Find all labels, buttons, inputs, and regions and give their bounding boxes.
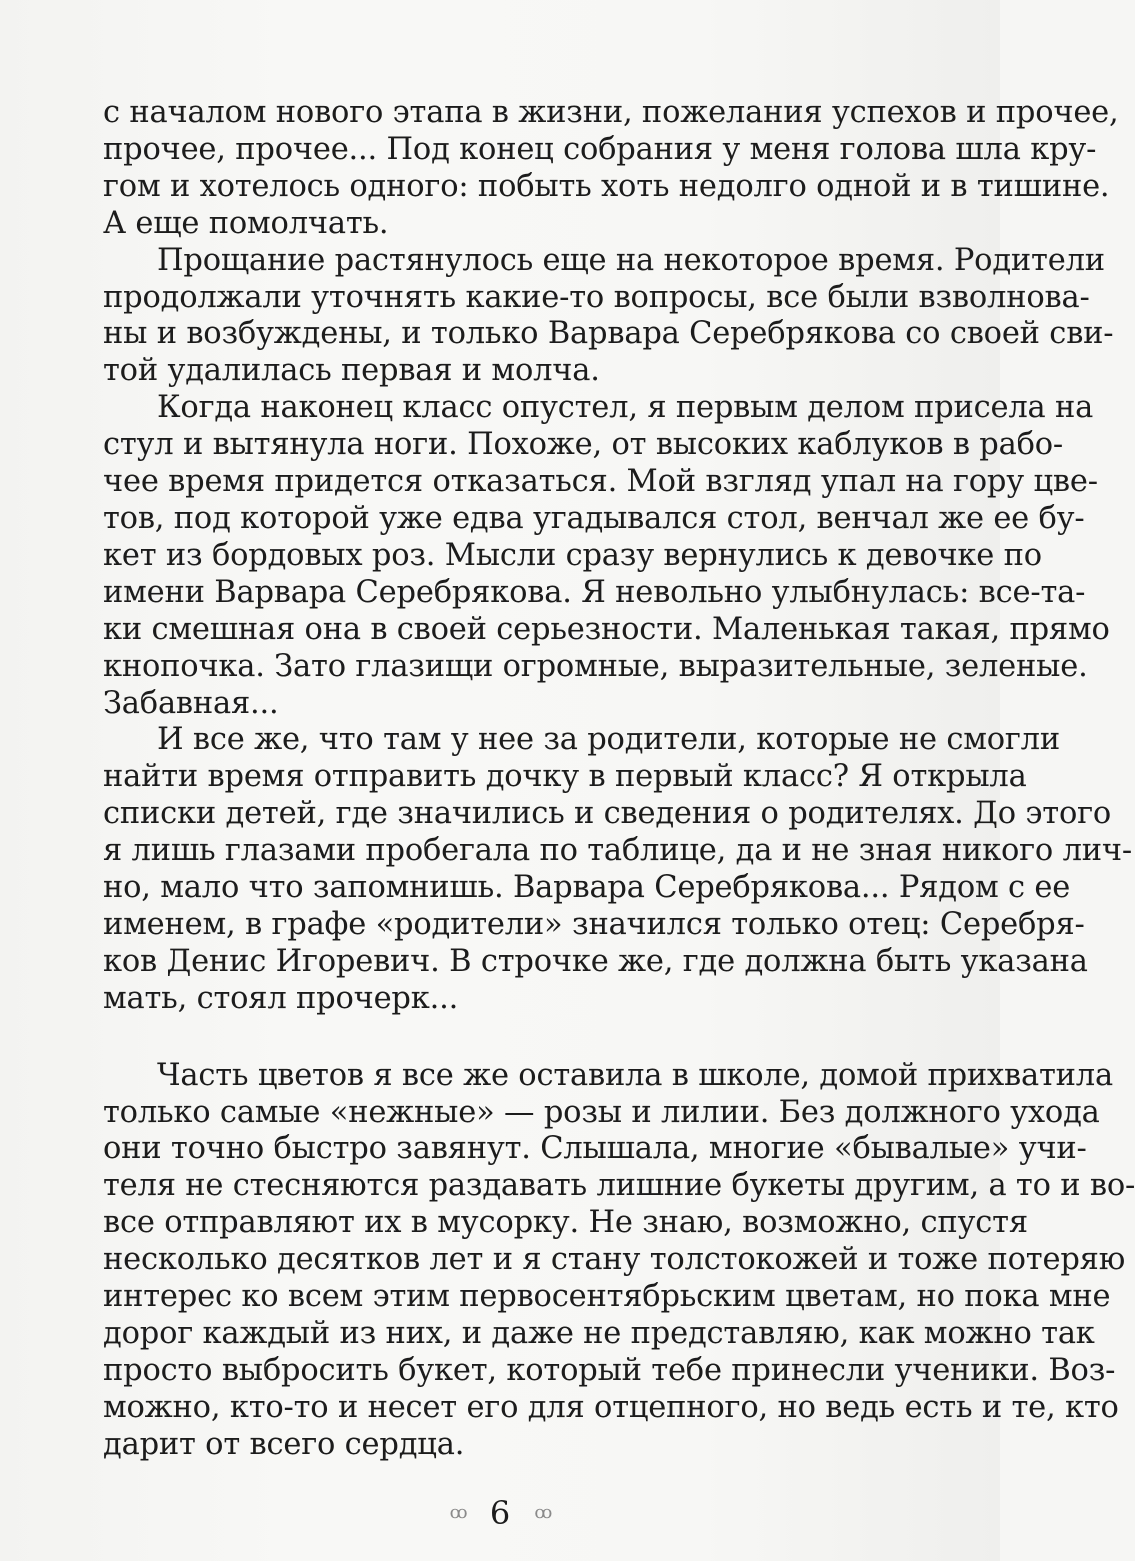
text-line: продолжали уточнять какие-то вопросы, все были взволнова- xyxy=(103,279,1090,315)
text-line: прочее, прочее... Под конец собрания у меня голова шла кру- xyxy=(103,131,1097,167)
ornament-right-icon: ꝏ xyxy=(534,1501,551,1523)
text-line: ков Денис Игоревич. В строчке же, где должна быть указана xyxy=(103,943,1088,979)
text-line: только самые «нежные» — розы и лилии. Без должного ухода xyxy=(103,1094,1100,1130)
text-line: найти время отправить дочку в первый класс? Я открыла xyxy=(103,759,1027,795)
text-line: ки смешная она в своей серьезности. Маленькая такая, прямо xyxy=(103,611,1110,647)
text-line: несколько десятков лет и я стану толстокожей и тоже потеряю xyxy=(103,1242,1126,1278)
text-line: они точно быстро завянут. Слышала, многие «бывалые» учи- xyxy=(103,1131,1087,1167)
text-line: кет из бордовых роз. Мысли сразу вернулись к девочке по xyxy=(103,537,1042,573)
paragraph xyxy=(103,95,1119,243)
text-line: Прощание растянулось еще на некоторое время. Родители xyxy=(157,242,1105,278)
text-line: Часть цветов я все же оставила в школе, домой прихватила xyxy=(157,1057,1113,1093)
page-footer xyxy=(0,1492,1000,1531)
section-break xyxy=(103,1018,965,1058)
text-line: гом и хотелось одного: побыть хоть недолго одной и в тишине. xyxy=(103,168,1110,204)
text-line: тов, под которой уже едва угадывался стол, венчал же ее бу- xyxy=(103,500,1085,536)
paragraph xyxy=(103,242,1114,391)
text-line: стул и вытянула ноги. Похоже, от высоких каблуков в рабо- xyxy=(103,427,1064,463)
text-line: чее время придется отказаться. Мой взгляд упал на гору цве- xyxy=(103,464,1098,500)
text-line: именем, в графе «родители» значился только отец: Серебря- xyxy=(103,906,1085,942)
text-line: дорог каждый из них, и даже не представляю, как можно так xyxy=(103,1316,1095,1351)
text-line: имени Варвара Серебрякова. Я невольно улыбнулась: все-та- xyxy=(103,574,1086,610)
text-line: с началом нового этапа в жизни, пожелания успехов и прочее, xyxy=(103,95,1119,130)
text-line: ны и возбуждены, и только Варвара Серебрякова со своей сви- xyxy=(103,316,1114,352)
text-line: той удалилась первая и молча. xyxy=(103,353,600,389)
paragraph xyxy=(103,722,1132,1017)
text-line: интерес ко всем этим первосентябрьским цветам, но пока мне xyxy=(103,1279,1111,1315)
text-line: я лишь глазами пробегала по таблице, да и не зная никого лич- xyxy=(103,833,1132,869)
text-line: можно, кто-то и несет его для отцепного, но ведь есть и те, кто xyxy=(103,1389,1119,1425)
text-line: Забавная... xyxy=(103,685,279,721)
paragraph xyxy=(103,390,1110,722)
text-line: но, мало что запомнишь. Варвара Серебрякова... Рядом с ее xyxy=(103,870,1071,906)
text-line: теля не стесняются раздавать лишние букеты другим, а то и во- xyxy=(103,1168,1135,1204)
paragraph xyxy=(103,1057,1135,1464)
body-text xyxy=(103,95,1135,1464)
text-line: мать, стоял прочерк... xyxy=(103,980,459,1016)
text-line: И все же, что там у нее за родители, которые не смогли xyxy=(157,722,1060,758)
text-line: А еще помолчать. xyxy=(103,205,389,241)
text-line: списки детей, где значились и сведения о родителях. До этого xyxy=(103,796,1112,832)
text-line: Когда наконец класс опустел, я первым делом присела на xyxy=(157,390,1094,426)
text-line: просто выбросить букет, который тебе принесли ученики. Воз- xyxy=(103,1352,1116,1388)
ornament-left-icon: ꝏ xyxy=(449,1501,466,1523)
text-line: кнопочка. Зато глазищи огромные, выразительные, зеленые. xyxy=(103,648,1088,684)
text-line: дарит от всего сердца. xyxy=(103,1426,465,1462)
text-line: все отправляют их в мусорку. Не знаю, возможно, спустя xyxy=(103,1205,1028,1241)
page-number: 6 xyxy=(489,1493,511,1532)
